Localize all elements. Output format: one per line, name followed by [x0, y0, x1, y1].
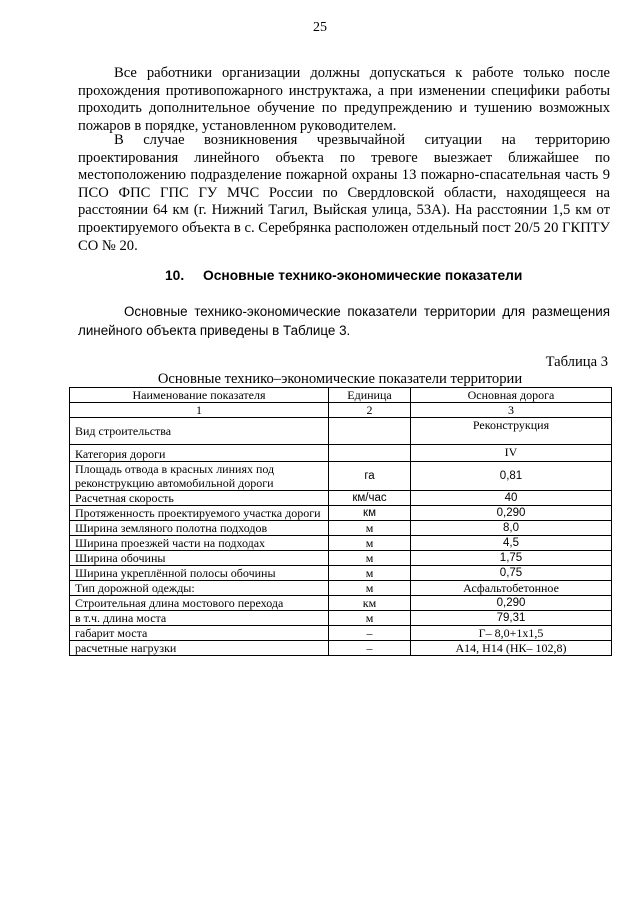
- table-number-row: [70, 403, 612, 418]
- row-name: Ширина укреплённой полосы обочины: [70, 566, 329, 581]
- row-unit: [329, 445, 411, 462]
- row-name: расчетные нагрузки: [70, 641, 329, 656]
- row-name: Строительная длина мостового перехода: [70, 596, 329, 611]
- table-header-row: [70, 388, 612, 403]
- row-value: 0,290: [411, 506, 612, 521]
- table-row: [70, 581, 612, 596]
- row-value: 8,0: [411, 521, 612, 536]
- paragraph-text: В случае возникновения чрезвычайной ситуации на территорию проектирования линейного объекта по тревоге выезжает ближайшее по местоположению подразделение пожарной охраны 13 пожарно-спасательная часть 9 ПСО ФПС ГПС ГУ МЧС России по Свердловской области, находящееся на расстоянии 64 км (г. Нижний Тагил, Выйская улица, 53А). На расстоянии 1,5 км от проектируемого объекта в с. Серебрянка расположен отдельный пост 20/5 20 ГКПТУ СО № 20.: [78, 132, 610, 254]
- table-row: [70, 491, 612, 506]
- row-value: Асфальтобетонное: [411, 581, 612, 596]
- row-value: Реконструкция: [411, 418, 612, 445]
- row-unit: м: [329, 611, 411, 626]
- column-number: 3: [411, 403, 612, 418]
- row-name: Ширина обочины: [70, 551, 329, 566]
- paragraph-text: Все работники организации должны допускаться к работе только после прохождения противопожарного инструктажа, а при изменении специфики работы проходить дополнительное обучение по предупреждению и тушению возможных пожаров в порядке, установленном руководителем.: [78, 65, 610, 134]
- row-value: IV: [411, 445, 612, 462]
- row-name: Вид строительства: [70, 418, 329, 445]
- table-row: [70, 566, 612, 581]
- row-unit: м: [329, 551, 411, 566]
- table-title: Основные технико–экономические показатели территории: [157, 371, 523, 387]
- row-unit: –: [329, 626, 411, 641]
- paragraph-text: Основные технико-экономические показатели территории для размещения линейного объекта приведены в Таблице 3.: [78, 304, 610, 338]
- row-name: габарит моста: [70, 626, 329, 641]
- table-row: [70, 626, 612, 641]
- row-value: 40: [411, 491, 612, 506]
- section-title: Основные технико-экономические показатели: [203, 268, 523, 283]
- table-row: [70, 506, 612, 521]
- row-unit: –: [329, 641, 411, 656]
- table-label: Таблица 3: [545, 354, 608, 370]
- table-row: [70, 551, 612, 566]
- row-value: 0,81: [411, 462, 612, 491]
- table-row: [70, 521, 612, 536]
- row-name: Ширина земляного полотна подходов: [70, 521, 329, 536]
- table-row: [70, 445, 612, 462]
- row-unit: км/час: [329, 491, 411, 506]
- table-row: [70, 596, 612, 611]
- row-value: А14, Н14 (НК– 102,8): [411, 641, 612, 656]
- row-value: 1,75: [411, 551, 612, 566]
- paragraph-emergency: [78, 132, 610, 255]
- column-number: 2: [329, 403, 411, 418]
- header-name: Наименование показателя: [70, 388, 329, 403]
- section-number: 10.: [165, 268, 185, 283]
- row-unit: км: [329, 596, 411, 611]
- row-unit: [329, 418, 411, 445]
- row-unit: км: [329, 506, 411, 521]
- table-row: [70, 462, 612, 491]
- intro-paragraph: [78, 302, 610, 340]
- page-number: 25: [313, 20, 327, 35]
- row-name: Расчетная скорость: [70, 491, 329, 506]
- row-name: Ширина проезжей части на подходах: [70, 536, 329, 551]
- row-unit: м: [329, 536, 411, 551]
- row-value: 79,31: [411, 611, 612, 626]
- row-name: в т.ч. длина моста: [70, 611, 329, 626]
- table-row: [70, 641, 612, 656]
- paragraph-fire-training: [78, 65, 610, 135]
- row-name: Тип дорожной одежды:: [70, 581, 329, 596]
- row-unit: м: [329, 581, 411, 596]
- row-value: 0,75: [411, 566, 612, 581]
- row-unit: м: [329, 521, 411, 536]
- section-heading: [165, 268, 522, 283]
- row-value: Г– 8,0+1х1,5: [411, 626, 612, 641]
- row-value: 4,5: [411, 536, 612, 551]
- row-unit: га: [329, 462, 411, 491]
- row-value: 0,290: [411, 596, 612, 611]
- row-name: Категория дороги: [70, 445, 329, 462]
- table-row: [70, 418, 612, 445]
- row-name: Площадь отвода в красных линиях под реконструкцию автомобильной дороги: [70, 462, 329, 491]
- row-name: Протяженность проектируемого участка дороги: [70, 506, 329, 521]
- indicators-table: [69, 387, 612, 656]
- row-unit: м: [329, 566, 411, 581]
- table-row: [70, 536, 612, 551]
- header-unit: Единица: [329, 388, 411, 403]
- table-row: [70, 611, 612, 626]
- column-number: 1: [70, 403, 329, 418]
- header-value: Основная дорога: [411, 388, 612, 403]
